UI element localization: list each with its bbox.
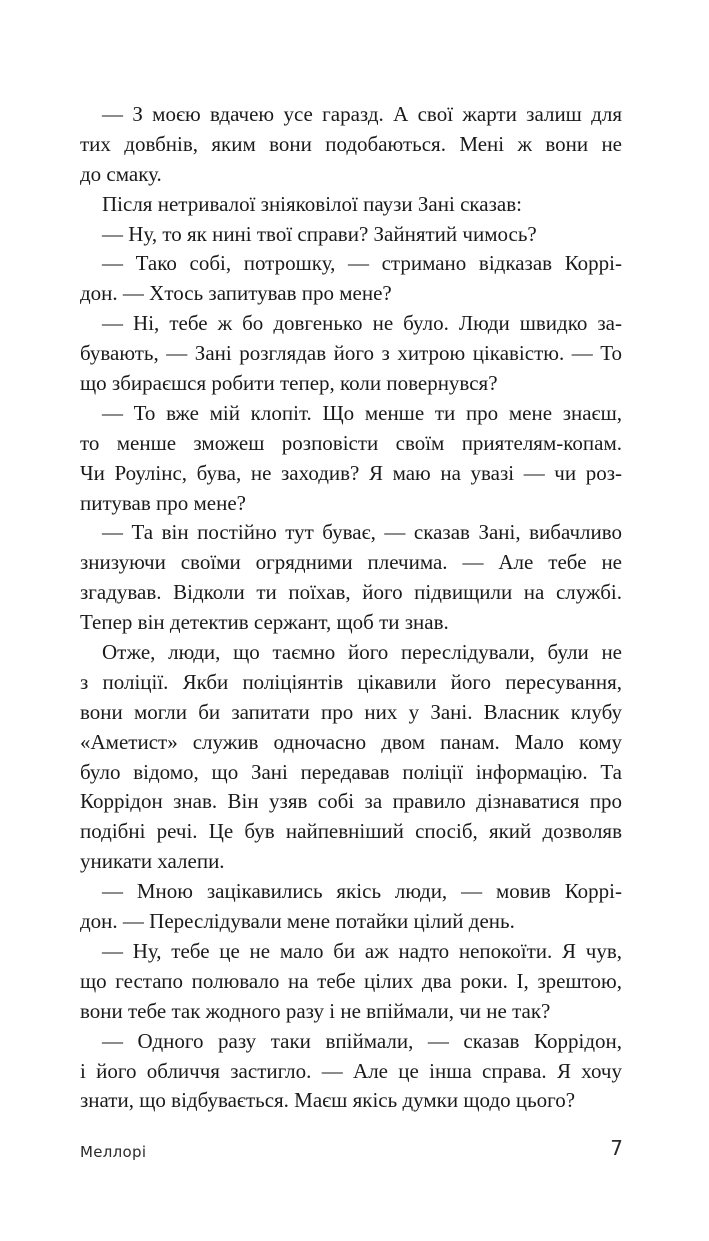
text-line: знизуючи своїми огрядними плечима. — Але тебе не	[80, 550, 622, 575]
text-line: тих довбнів, яким вони подобаються. Мені ж вони не	[80, 131, 622, 156]
text-line: Чи Роулінс, бува, не заходив? Я маю на увазі — чи роз-	[80, 460, 622, 485]
text-line: знати, що відбувається. Маєш якісь думки щодо цього?	[80, 1088, 576, 1113]
text-line: — Мною зацікавились якісь люди, — мовив Коррі-	[102, 879, 622, 904]
text-line: Коррідон знав. Він узяв собі за правило дізнаватися про	[80, 789, 622, 814]
text-line: що збираєшся робити тепер, коли повернувся?	[80, 371, 498, 396]
text-line: — Ну, тебе це не мало би аж надто непокоїти. Я чув,	[102, 938, 622, 963]
text-line: до смаку.	[80, 161, 162, 186]
text-line: що гестапо полювало на тебе цілих два роки. І, зрештою,	[80, 968, 622, 993]
text-line: уникати халепи.	[80, 849, 225, 874]
running-title: Меллорі	[80, 1143, 147, 1161]
body-text	[80, 100, 622, 1116]
text-line: — Та він постійно тут буває, — сказав Зані, вибачливо	[102, 520, 622, 545]
text-line: — Ну, то як нині твої справи? Зайнятий чимось?	[102, 221, 537, 246]
text-line: Після нетривалої зніяковілої паузи Зані сказав:	[102, 191, 522, 216]
text-line: Отже, люди, що таємно його переслідували, були не	[102, 640, 622, 665]
text-line: подібні речі. Це був найпевніший спосіб, який дозволяв	[80, 819, 622, 844]
text-line: то менше зможеш розповісти своїм приятелям-копам.	[80, 430, 622, 455]
text-line: — Ні, тебе ж бо довгенько не було. Люди швидко за-	[102, 311, 622, 336]
text-line: з поліції. Якби поліціянтів цікавили його пересування,	[80, 669, 622, 694]
text-line: вони могли би запитати про них у Зані. Власник клубу	[80, 699, 622, 724]
text-line: Тепер він детектив сержант, щоб ти знав.	[80, 610, 449, 635]
text-line: — То вже мій клопіт. Що менше ти про мене знаєш,	[102, 400, 622, 425]
text-line: дон. — Хтось запитував про мене?	[80, 281, 392, 306]
text-line: «Аметист» служив одночасно двом панам. Мало кому	[80, 729, 622, 754]
text-line: — З моєю вдачею усе гаразд. А свої жарти залиш для	[102, 102, 622, 126]
text-line: згадував. Відколи ти поїхав, його підвищили на службі.	[80, 580, 622, 605]
text-line: бувають, — Зані розглядав його з хитрою цікавістю. — То	[80, 341, 622, 366]
text-line: питував про мене?	[80, 490, 246, 515]
page-number: 7	[610, 1136, 623, 1160]
text-line: було відомо, що Зані передавав поліції інформацію. Та	[80, 759, 622, 784]
text-line: і його обличчя застигло. — Але це інша справа. Я хочу	[80, 1058, 622, 1083]
text-line: вони тебе так жодного разу і не впіймали, чи не так?	[80, 998, 551, 1023]
text-line: — Одного разу таки впіймали, — сказав Коррідон,	[102, 1028, 622, 1053]
text-line: — Тако собі, потрошку, — стримано відказав Коррі-	[102, 251, 622, 276]
text-line: дон. — Переслідували мене потайки цілий день.	[80, 909, 515, 934]
